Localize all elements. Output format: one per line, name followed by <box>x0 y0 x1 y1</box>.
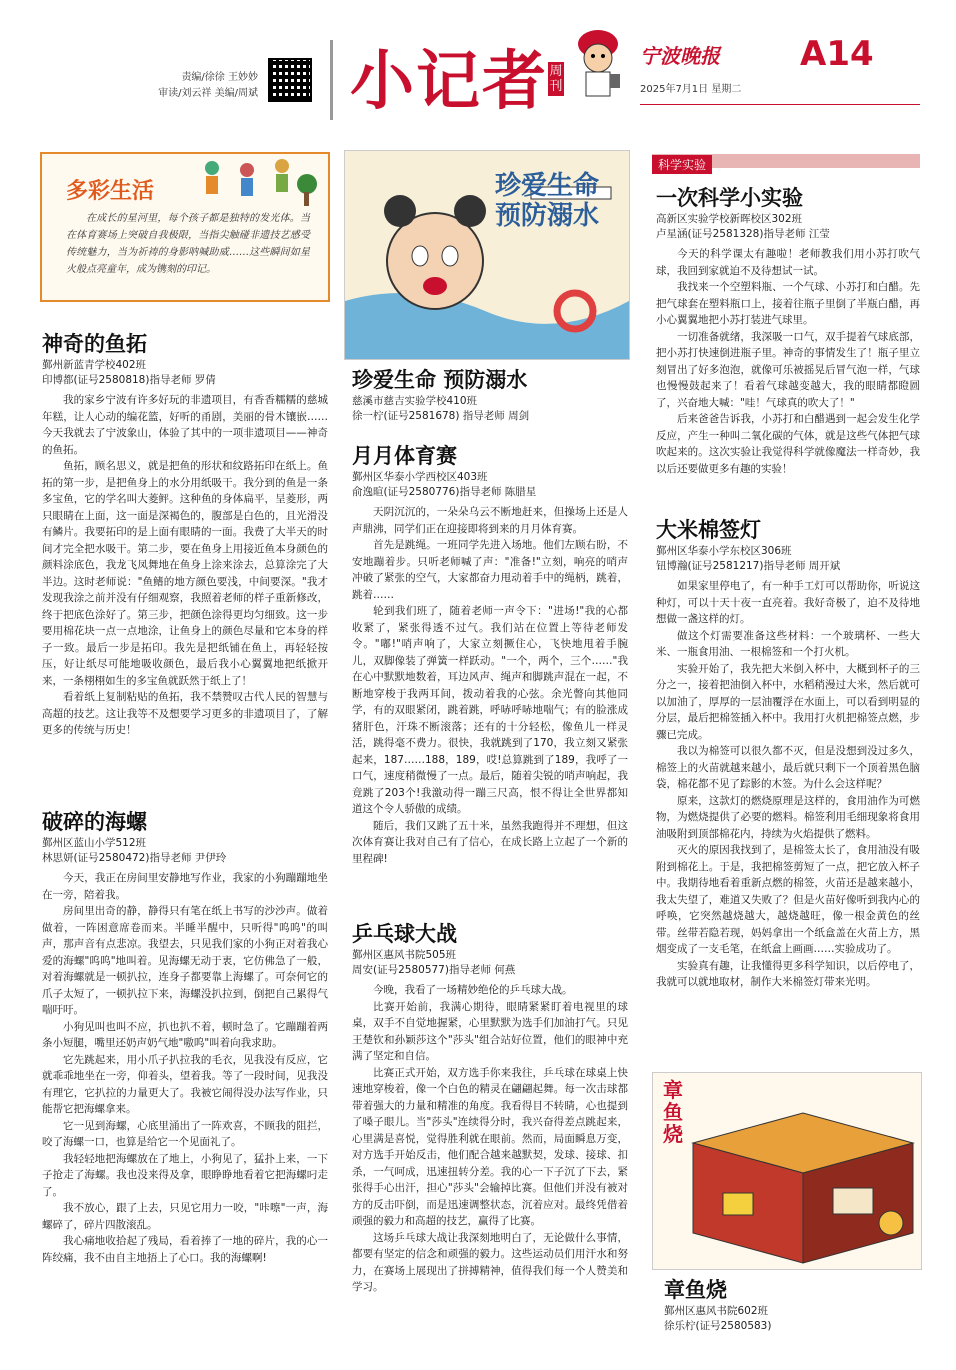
article-author: 徐一柠(证号2581678) 指导老师 周剑 <box>352 410 530 422</box>
paragraph: 今天的科学课太有趣啦！老师教我们用小苏打吹气球，我回到家就迫不及待想试一试。 <box>656 248 920 277</box>
article-body <box>42 870 328 1266</box>
article-title: 一次科学小实验 <box>656 186 803 210</box>
article-monthly-sports <box>352 442 628 867</box>
article-author: 俞逸暄(证号2580776)指导老师 陈腊星 <box>352 486 537 498</box>
article-body <box>656 578 920 991</box>
article-author: 印博都(证号2580818)指导老师 罗倩 <box>42 374 216 386</box>
paragraph: 我的家乡宁波有许多好玩的非遗项目，有香香糯糯的慈城年糕，让人心动的编花篮，好听的甬剧，美丽的骨木镶嵌……今天我就去了宁波象山，体验了其中的一项非遗项目——神奇的鱼拓。 <box>42 394 328 456</box>
newspaper-name: 宁波晚报 <box>640 44 720 68</box>
article-school: 鄞州区惠风书院505班 <box>352 949 457 961</box>
paragraph: 它一见到海螺，心底里涌出了一阵欢喜，不顾我的阻拦，咬了海螺一口，也算是给它一个见面礼了。 <box>42 1119 328 1148</box>
article-rice-lamp <box>656 516 920 991</box>
paragraph: 我心痛地收拾起了残局，看着捧了一地的碎片，我的心一阵绞痛，我不由自主地捂上了心口。我的海螺啊! <box>42 1235 328 1264</box>
article-author: 钮博瀚(证号2581217)指导老师 周开斌 <box>656 560 841 572</box>
article-science-experiment <box>656 184 920 477</box>
paragraph: 房间里出奇的静，静得只有笔在纸上书写的沙沙声。做着做着，一阵困意席卷而来。半睡半醒中，只听得"呜呜"的叫声，那声音有点悲凉。我望去，只见我们家的小狗正对着我心爱的海螺"呜呜"地叫着。见海螺无动于衷，它仿佛急了一般，对着海螺就是一顿扒拉，连身子都要靠上海螺了。可奈何它的爪子太短了，一顿扒拉下来，海螺没扒拉到，倒把自己累得气喘吁吁。 <box>42 905 328 1016</box>
header-rule <box>640 104 920 105</box>
paragraph: 我找来一个空塑料瓶、一个气球、小苏打和白醋。先把气球套在塑料瓶口上，接着往瓶子里倒了半瓶白醋，再小心翼翼地把小苏打装进气球里。 <box>656 281 920 326</box>
article-school: 高新区实验学校新晖校区302班 <box>656 213 803 225</box>
article-title: 章鱼烧 <box>664 1278 727 1302</box>
article-title: 神奇的鱼拓 <box>42 332 147 356</box>
article-title: 乒乓球大战 <box>352 922 457 946</box>
page-number: A14 <box>800 34 874 74</box>
shop-sign: 章鱼烧 <box>663 1078 683 1146</box>
paragraph: 比赛开始前，我满心期待，眼睛紧紧盯着电视里的球桌，双手不自觉地握紧，心里默默为选手们加油打气。只见王楚钦和孙颖莎这个"莎头"组合站好位置，他们的眼神中充满了坚定和自信。 <box>352 1000 628 1062</box>
qr-code-icon <box>268 58 312 102</box>
paragraph: 它先跳起来，用小爪子扒拉我的毛衣，见我没有反应，它就乖乖地坐在一旁，仰着头，望着我。等了一段时间，见我没有理它，它扒拉的力量更大了。我被它闹得没办法写作业，只能帮它把海螺拿来。 <box>42 1053 328 1115</box>
running-kids-icon <box>192 154 322 210</box>
article-author: 周安(证号2580577)指导老师 何燕 <box>352 964 516 976</box>
article-school: 鄞州区华泰小学东校区306班 <box>656 545 792 557</box>
article-pingpong <box>352 920 628 1296</box>
paragraph: 灭火的原因我找到了，是棉签太长了，食用油没有吸附到棉花上。于是，我把棉签剪短了一点，把它放入杯子中。我期待地看着重新点燃的棉签，火苗还是越来越小，我太失望了，难道又失败了？但是火苗好像听到我内心的呼唤，它突然越烧越大，越烧越旺，像一根金黄色的丝带。丝带若隐若现，妈妈拿出一个纸盒盖在火苗上方，黑烟变成了一支毛笔，在纸盒上画画……实验成功了。 <box>656 844 920 955</box>
weekly-badge: 周刊 <box>549 64 563 94</box>
editor-credits <box>150 70 258 102</box>
editor-line-1: 责编/徐徐 王妙妙 <box>181 72 258 83</box>
article-school: 慈溪市慈吉实验学校410班 <box>352 395 478 407</box>
paragraph: 小狗见叫也叫不应，扒也扒不着，顿时急了。它蹦蹦着两条小短腿，嘴里还奶声奶气地"嗷呜"叫着向我求助。 <box>42 1020 328 1049</box>
poster-slogan-line-2: 预防溺水 <box>495 201 600 231</box>
poster-slogan-line-1: 珍爱生命 <box>495 171 600 201</box>
paragraph: 实验开始了，我先把大米倒入杯中，大概到杯子的三分之一，接着把油倒入杯中，水稻稍漫过大米，然后就可以加油了，厚厚的一层油覆浮在水面上，可以看到明显的分层，最后把棉签插入杯中。我用打火机把棉签点燃，步骤已完成。 <box>656 662 920 741</box>
article-title: 月月体育赛 <box>352 444 457 468</box>
article-body <box>656 246 920 477</box>
colorful-life-intro: 在成长的星河里，每个孩子都是独特的发光体。当在体育赛场上突破自我极限，当指尖触碰非遗技艺感受传统魅力，当为祈祷的身影呐喊助威……这些瞬间如星火般点亮童年，成为镌刻的印记。 <box>66 213 310 275</box>
page-header <box>0 0 956 140</box>
paragraph: 如果家里停电了，有一种手工灯可以帮助你，听说这种灯，可以十天十夜一直亮着。我好奇极了，迫不及待地想做一盏这样的灯。 <box>656 580 920 625</box>
article-title: 珍爱生命 预防溺水 <box>352 368 528 392</box>
editor-line-2: 审读/刘云祥 美编/周斌 <box>158 88 258 99</box>
article-body <box>42 392 328 739</box>
issue-date: 2025年7月1日 星期二 <box>640 84 742 95</box>
article-title: 破碎的海螺 <box>42 810 147 834</box>
paragraph: 做这个灯需要准备这些材料：一个玻璃杯、一些大米、一瓶食用油、一根棉签和一个打火机。 <box>656 629 920 658</box>
article-author: 卢星涵(证号2581328)指导老师 江莹 <box>656 228 830 240</box>
paragraph: 随后，我们又跳了五十米，虽然我跑得并不理想，但这次体育赛让我对自己有了信心，在成长路上立起了一个新的里程碑! <box>352 819 628 865</box>
paragraph: 鱼拓，顾名思义，就是把鱼的形状和纹路拓印在纸上。鱼拓的第一步，是把鱼身上的水分用纸吸干。我分到的鱼是一条多宝鱼，它的学名叫大菱鲆。这种鱼的身体扁平，呈菱形，两只眼睛在上面，这一面是深褐色的，腹部是白色的，且光滑没有鳞片。我要拓印的是上面有眼睛的一面。我费了大半天的时间才完全把水吸干。第二步，要在鱼身上用接近鱼本身颜色的颜料涂底色，我龙飞凤舞地在鱼身上涂来涂去，总算涂完了大半边。这时老师说："鱼鳍的地方颜色要浅，中间要深。"我才发现我涂之前并没有仔细观察，我照着老师的样子重新修改，终于把底色涂好了。第三步，把颜色涂得更均匀细致。这一步要用棉花块一点一点地涂，让鱼身上的颜色尽量和它本身的样子一致。最后一步是拓印。我先是把纸铺在鱼上，再轻轻按压，好让纸尽可能地吸收颜色，最后我小心翼翼地把纸掀开来，一条栩栩如生的多宝鱼就跃然于纸上了！ <box>42 460 328 687</box>
paragraph: 我以为棉签可以很久都不灭，但是没想到没过多久，棉签上的火苗就越来越小，最后就只剩下一个顶着黑色脑袋，棉花都不见了踪影的木签。为什么会这样呢？ <box>656 745 920 790</box>
paragraph: 一切准备就绪，我深吸一口气，双手提着气球底部，把小苏打快速倒进瓶子里。神奇的事情发生了！瓶子里立刻冒出了好多泡泡，就像可乐被摇晃后冒气泡一样，气球也慢慢鼓起来了！看着气球越变越大，我的眼睛都瞪圆了，兴奋地大喊："哇！气球真的吹大了！" <box>656 330 920 409</box>
paragraph: 今天，我正在房间里安静地写作业，我家的小狗蹦蹦地坐在一旁，陪着我。 <box>42 872 328 901</box>
column-title: 小记者 <box>350 45 548 119</box>
paragraph: 原来，这款灯的燃烧原理是这样的，食用油作为可燃物，为燃烧提供了必要的燃料。棉签利用毛细现象将食用油吸附到顶部棉花内，持续为火焰提供了燃料。 <box>656 794 920 840</box>
paragraph: 轮到我们班了，随着老师一声令下："进场!"我的心都收紧了，紧张得透不过气。我们站在位置上等待老师发令。"嘟!"哨声响了，大家立刻撅住心，飞快地甩着手腕儿，双脚像装了弹簧一样跃动。"一个，两个，三个……"我在心中默默地数着，耳边风声、绳声和脚跳声混在一起，不断地穿梭于我两耳间，拨动着我的心弦。余光瞥向其他同学，有的双眼紧闭，跳着跳，呼哧呼哧地喘气；有的脸涨成猪肝色，汗珠不断滚落；还有的十分轻松，像鱼儿一样灵活，跳得毫不费力。很快，我就跳到了170，我立刻又紧张起来，187……188，189，哎!总算跳到了189，我呼了一口气，速度稍微慢了一点。最后，随着尖锐的哨声响起，我竟跳了203个!我激动得一蹦三尺高，恨不得让全世界都知道这个令人骄傲的成绩。 <box>352 605 628 815</box>
article-title: 大米棉签灯 <box>656 518 761 542</box>
colorful-life-box <box>40 152 330 302</box>
section-tag: 科学实验 <box>652 155 712 174</box>
article-school: 鄞州新蓝青学校402班 <box>42 359 147 371</box>
paragraph: 这场乒乓球大战让我深刻地明白了，无论做什么事情，都要有坚定的信念和顽强的毅力。这些运动员们用汗水和努力，在赛场上展现出了拼搏精神，值得我们每一个人赞美和学习。 <box>352 1231 628 1293</box>
paragraph: 今晚，我看了一场精妙绝伦的乒乓球大战。 <box>373 984 573 996</box>
section-bar <box>652 154 920 172</box>
octopus-ball-drawing <box>652 1072 922 1270</box>
header-divider <box>330 40 333 120</box>
paragraph: 看着纸上复制粘贴的鱼拓，我不禁赞叹古代人民的智慧与高超的技艺。这让我等不及想要学习更多的非遗项目了，了解更多的传统与历史！ <box>42 691 328 736</box>
paragraph: 后来爸爸告诉我，小苏打和白醋遇到一起会发生化学反应，产生一种叫二氧化碳的气体，就是这些气体把气球吹起来的。这次实验让我觉得科学就像魔法一样奇妙，我以后还要做更多有趣的实验！ <box>656 413 920 475</box>
drowning-poster-drawing <box>344 150 630 360</box>
article-author: 林思妍(证号2580472)指导老师 尹伊玲 <box>42 852 227 864</box>
article-school: 鄞州区华泰小学西校区403班 <box>352 471 488 483</box>
paragraph: 比赛正式开始，双方选手你来我往，乒乓球在球桌上快速地穿梭着，像一个白色的精灵在翩翩起舞。每一次击球都带着强大的力量和精准的角度。我看得目不转睛，心也提到了嗓子眼儿。当"莎头"连续得分时，我兴奋得差点跳起来，心里满是喜悦，觉得胜利就在眼前。然而，局面瞬息万变，对方选手开始反击，他们配合越来越默契，发球、接球、扣杀，一气呵成，迅速扭转分差。我的心一下子沉了下去，紧张得手心出汗，担心"莎头"会输掉比赛。但他们并没有被对方的反击吓倒，而是迅速调整状态，沉着应对。最终凭借着顽强的毅力和高超的技艺，赢得了比赛。 <box>352 1066 628 1227</box>
article-school: 鄞州区惠风书院602班 <box>664 1305 769 1317</box>
paragraph: 实验真有趣，让我懂得更多科学知识，以后停电了，我就可以就地取材，制作大米棉签灯带来光明。 <box>656 959 920 988</box>
octopus-caption <box>664 1276 920 1334</box>
paragraph: 我不放心，跟了上去，只见它用力一咬，"咔嚓"一声，海螺碎了，碎片四散滚乱。 <box>42 1202 328 1231</box>
colorful-life-title: 多彩生活 <box>66 179 155 204</box>
paragraph: 首先是跳绳。一班同学先进入场地。他们左顾右盼，不安地蹦着步。只听老师喊了声："准备!"立刻，响亮的哨声冲破了紧张的空气，大家都奋力甩动着手中的绳柄，跳着，跳着…… <box>352 539 628 601</box>
octopus-ball-shop-art <box>653 1073 921 1269</box>
paragraph: 天阴沉沉的，一朵朵乌云不断地赶来，但操场上还是人声鼎沸，同学们正在迎接即将到来的月月体育赛。 <box>352 506 628 535</box>
article-body <box>352 504 628 867</box>
article-fish-rubbing <box>42 330 328 739</box>
article-author: 徐乐柠(证号2580583) <box>664 1320 772 1332</box>
mascot-icon <box>568 22 628 102</box>
article-school: 鄞州区蓝山小学512班 <box>42 837 147 849</box>
article-body <box>352 982 628 1296</box>
article-broken-conch <box>42 808 328 1266</box>
paragraph: 我轻轻地把海螺放在了地上，小狗见了，猛扑上来，一下子抢走了海螺。我也没来得及拿，眼睁睁地看着它把海螺叼走了。 <box>42 1152 328 1198</box>
poster-slogan <box>495 171 599 231</box>
drowning-caption <box>352 366 628 424</box>
